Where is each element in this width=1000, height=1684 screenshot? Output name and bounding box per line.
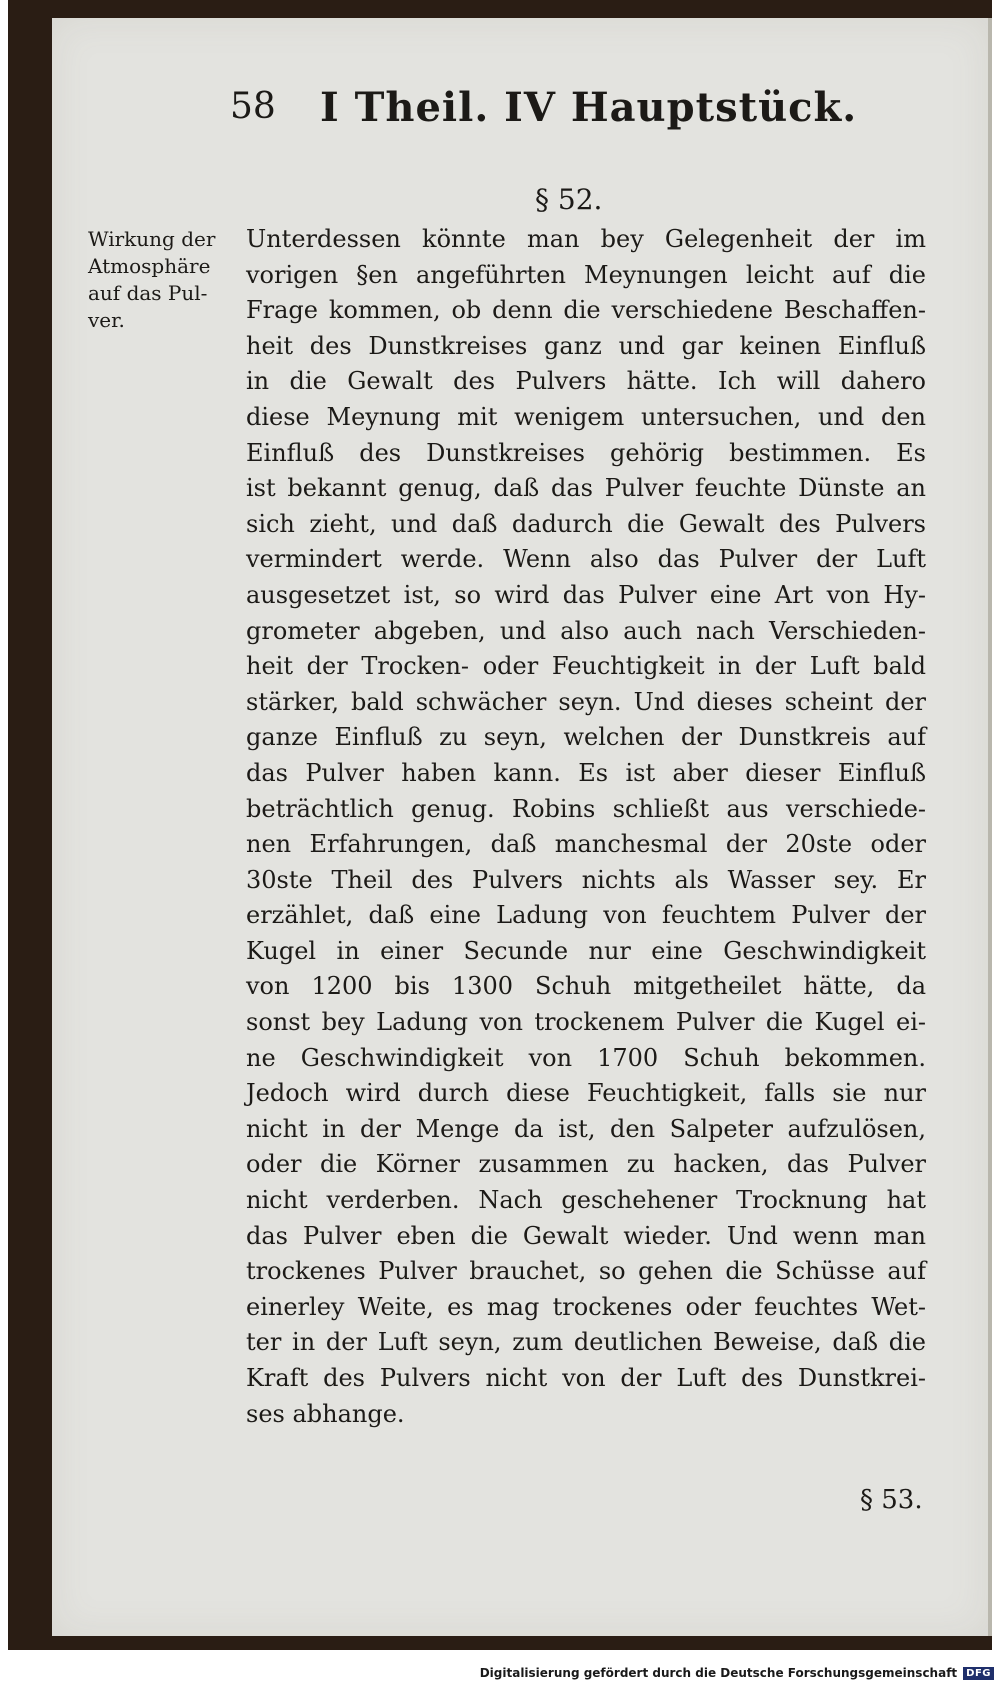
text-line: Frage kommen, ob denn die verschiedene Beschaffen- xyxy=(246,296,926,325)
text-line: nicht verderben. Nach geschehener Trocknung hat xyxy=(246,1186,926,1215)
text-line: ne Geschwindigkeit von 1700 Schuh bekommen. xyxy=(246,1043,926,1072)
page-header xyxy=(230,84,858,146)
text-line: sich zieht, und daß dadurch die Gewalt des Pulvers xyxy=(246,509,926,538)
catchword: § 53. xyxy=(860,1485,923,1515)
text-line: einerley Weite, es mag trockenes oder feuchtes Wet- xyxy=(246,1292,926,1321)
text-line: diese Meynung mit wenigem untersuchen, und den xyxy=(246,402,926,431)
text-line: trockenes Pulver brauchet, so gehen die Schüsse auf xyxy=(246,1257,926,1286)
text-line: oder die Körner zusammen zu hacken, das Pulver xyxy=(246,1150,926,1179)
body-paragraph xyxy=(246,222,926,1432)
text-line: vorigen §en angeführten Meynungen leicht auf die xyxy=(246,260,926,289)
text-line: nicht in der Menge da ist, den Salpeter aufzulösen, xyxy=(246,1114,926,1143)
text-line: grometer abgeben, und also auch nach Verschieden- xyxy=(246,616,926,645)
text-line: 30ste Theil des Pulvers nichts als Wasser sey. Er xyxy=(246,865,926,894)
funding-credit-text: Digitalisierung gefördert durch die Deutsche Forschungsgemeinschaft xyxy=(479,1666,958,1680)
text-line: heit der Trocken- oder Feuchtigkeit in der Luft bald xyxy=(246,652,926,681)
text-line: vermindert werde. Wenn also das Pulver der Luft xyxy=(246,545,926,574)
text-line: das Pulver haben kann. Es ist aber dieser Einfluß xyxy=(246,758,926,787)
text-line: erzählet, daß eine Ladung von feuchtem Pulver der xyxy=(246,901,926,930)
footer-credit xyxy=(480,1666,994,1680)
text-line: heit des Dunstkreises ganz und gar keinen Einfluß xyxy=(246,331,926,360)
margin-note-line: ver. xyxy=(88,308,125,332)
running-title: I Theil. IV Hauptstück. xyxy=(320,84,858,131)
text-line: von 1200 bis 1300 Schuh mitgetheilet hätte, da xyxy=(246,972,926,1001)
margin-note-line: Atmosphäre xyxy=(88,254,211,278)
text-line: in die Gewalt des Pulvers hätte. Ich will dahero xyxy=(246,367,926,396)
margin-note-line: auf das Pul- xyxy=(88,281,208,305)
text-line: ganze Einfluß zu seyn, welchen der Dunstkreis auf xyxy=(246,723,926,752)
text-line: Kugel in einer Secunde nur eine Geschwindigkeit xyxy=(246,936,926,965)
text-line: sonst bey Ladung von trockenem Pulver die Kugel ei- xyxy=(246,1008,926,1037)
text-line: ses abhange. xyxy=(246,1399,405,1428)
section-number: § 52. xyxy=(535,183,603,216)
text-line: Jedoch wird durch diese Feuchtigkeit, falls sie nur xyxy=(246,1079,926,1108)
text-line: ausgesetzet ist, so wird das Pulver eine Art von Hy- xyxy=(246,580,926,609)
dfg-logo: DFG xyxy=(963,1667,994,1680)
text-line: beträchtlich genug. Robins schließt aus verschiede- xyxy=(246,794,926,823)
text-line: Einfluß des Dunstkreises gehörig bestimmen. Es xyxy=(246,438,926,467)
text-line: das Pulver eben die Gewalt wieder. Und wenn man xyxy=(246,1221,926,1250)
page-number: 58 xyxy=(230,86,276,127)
text-line: Kraft des Pulvers nicht von der Luft des Dunstkrei- xyxy=(246,1364,926,1392)
text-line: ist bekannt genug, daß das Pulver feuchte Dünste an xyxy=(246,474,926,503)
text-line: stärker, bald schwächer seyn. Und dieses scheint der xyxy=(246,687,926,716)
margin-note-line: Wirkung der xyxy=(88,227,216,251)
text-line: ter in der Luft seyn, zum deutlichen Beweise, daß die xyxy=(246,1328,926,1357)
text-line: nen Erfahrungen, daß manchesmal der 20ste oder xyxy=(246,830,926,859)
text-line: Unterdessen könnte man bey Gelegenheit der im xyxy=(246,225,926,253)
